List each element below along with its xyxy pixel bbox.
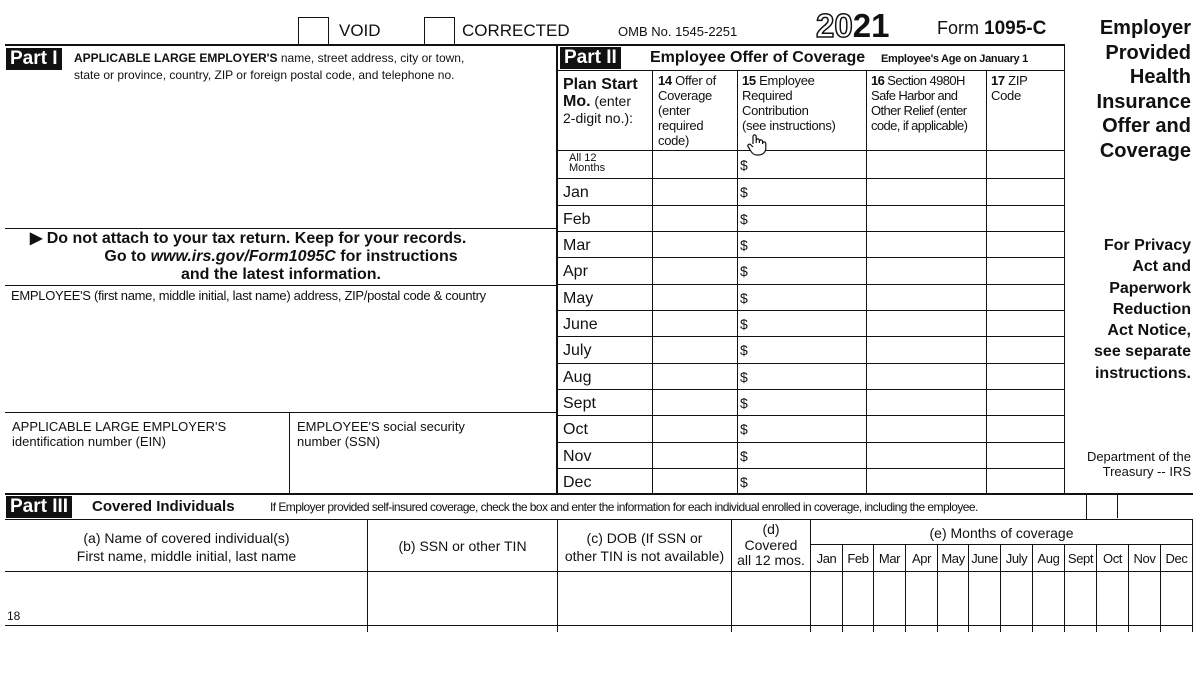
col-c-line1: (c) DOB (If SSN or [586, 530, 703, 546]
row-rule [557, 389, 1065, 390]
col14-header [658, 73, 738, 148]
col14-text: Offer of [671, 73, 716, 88]
col-a-header [6, 529, 367, 565]
corrected-label: CORRECTED [462, 21, 570, 40]
title-line: Employer [1099, 17, 1191, 39]
title-line: Coverage [1099, 139, 1191, 162]
col-b-divider [367, 519, 368, 632]
ein-input[interactable] [6, 452, 286, 490]
title-line: Health [1129, 66, 1191, 88]
part3-label: Part III [6, 496, 72, 518]
month-label: Aug [563, 369, 592, 386]
row-rule [557, 231, 1065, 232]
plan-start-label [563, 77, 638, 126]
part3-row-bottom [5, 625, 1193, 626]
part2-right-edge [1064, 44, 1065, 494]
records-notice [6, 230, 556, 284]
form-title [1070, 16, 1191, 163]
month-label: Oct [563, 421, 588, 438]
plan-start-line2 [563, 93, 638, 110]
all12-line2: Months [569, 162, 606, 174]
all-12-months-label [569, 153, 605, 173]
col-d-header [732, 522, 810, 569]
row-rule [557, 178, 1065, 179]
row-rule [557, 468, 1065, 469]
part2-title: Employee Offer of Coverage [650, 49, 866, 66]
col15-text: Employee [755, 73, 815, 88]
month-label: Feb [563, 211, 591, 228]
col14-line5: code) [658, 133, 690, 148]
coverage-month-header: Jan [816, 551, 837, 566]
employee-age-label: Employee's Age on January 1 [881, 53, 1028, 65]
col15-line1 [742, 73, 866, 88]
dollar-sign: $ [740, 421, 748, 437]
dollar-sign: $ [740, 211, 748, 227]
row-rule [557, 150, 1065, 151]
employee-address-input[interactable] [6, 305, 554, 410]
ssn-label [297, 419, 465, 449]
col14-line2: Coverage [658, 88, 712, 103]
ssn-line1: EMPLOYEE'S social security [297, 419, 465, 434]
coverage-month-header: Feb [847, 551, 869, 566]
part1-rule [5, 412, 556, 413]
month-label: Nov [563, 448, 592, 465]
employer-name-field-label [74, 51, 554, 82]
row-rule [557, 284, 1065, 285]
department-line: Treasury -- IRS [1102, 464, 1191, 479]
notice-instructions: for instructions [335, 248, 458, 265]
months-header-rule [810, 544, 1193, 545]
dollar-sign: $ [740, 474, 748, 490]
col-a-line2: First name, middle initial, last name [76, 548, 297, 564]
ein-line2: identification number (EIN) [12, 434, 166, 449]
coverage-month-header: May [941, 551, 965, 566]
self-insured-box[interactable] [1088, 495, 1118, 518]
title-line: Offer and [1102, 115, 1191, 137]
form-number: 1095-C [984, 18, 1047, 39]
row-number: 18 [7, 609, 21, 623]
ssn-input[interactable] [292, 452, 554, 490]
coverage-month-header: Oct [1102, 551, 1123, 566]
title-line: Insurance [1096, 90, 1191, 113]
employer-bold: APPLICABLE LARGE EMPLOYER'S [74, 51, 278, 65]
employee-age-input[interactable] [1044, 46, 1063, 69]
top-rule [5, 44, 1065, 46]
coverage-month-header: July [1005, 551, 1028, 566]
month-label: Dec [563, 474, 592, 491]
part3-header-rule [5, 519, 1193, 520]
privacy-line: Reduction [1112, 300, 1191, 318]
row-rule [557, 336, 1065, 337]
col17-text: ZIP [1004, 73, 1028, 88]
col17-line1 [991, 73, 1061, 88]
months-right-edge [1192, 519, 1193, 632]
col16-num: 16 [871, 73, 885, 88]
self-insured-box-left [1086, 494, 1087, 519]
dollar-sign: $ [740, 395, 748, 411]
col15-header [742, 73, 866, 133]
coverage-month-header: Dec [1165, 551, 1188, 566]
col14-divider [652, 70, 653, 494]
employer-name-input[interactable] [6, 85, 554, 225]
all12-line1: All 12 [569, 152, 597, 164]
part2-label: Part II [560, 47, 621, 69]
void-label: VOID [339, 21, 381, 40]
tax-year [816, 8, 889, 44]
omb-number: OMB No. 1545-2251 [618, 24, 738, 39]
part1-rule [5, 285, 556, 286]
notice-line1: ▶ Do not attach to your tax return. Keep for your records. [30, 230, 467, 247]
dollar-sign: $ [740, 237, 748, 253]
covered-dob-input[interactable] [560, 574, 729, 623]
ein-ssn-divider [289, 412, 290, 494]
dollar-sign: $ [740, 369, 748, 385]
ein-label [12, 419, 226, 449]
notice-go-to: Go to [104, 248, 151, 265]
month-label: Jan [563, 184, 589, 201]
col-c-header [558, 529, 731, 565]
plan-start-input[interactable] [598, 128, 648, 148]
dollar-sign: $ [740, 342, 748, 358]
covered-ssn-input[interactable] [370, 574, 555, 623]
col16-line4: code, if applicable) [871, 118, 968, 133]
col-e-header: (e) Months of coverage [929, 525, 1074, 541]
tax-year-bold: 21 [852, 7, 890, 44]
employer-label-line1 [74, 51, 554, 65]
notice-line3: and the latest information. [180, 266, 381, 283]
month-label: July [563, 342, 592, 359]
covered-name-input[interactable] [20, 574, 364, 623]
col17-num: 17 [991, 73, 1005, 88]
col16-line3: Other Relief (enter [871, 103, 967, 118]
form-id [937, 18, 1046, 40]
plan-start-enter: (enter [590, 93, 632, 109]
col17-divider [986, 70, 987, 494]
plan-start-line1: Plan Start [563, 76, 638, 93]
corrected-checkbox[interactable] [424, 17, 455, 45]
col-a-line1: (a) Name of covered individual(s) [83, 530, 290, 546]
col-b-header: (b) SSN or other TIN [398, 538, 527, 554]
col14-line4: required [658, 118, 704, 133]
col-d-line3: all 12 mos. [737, 552, 805, 568]
privacy-notice [1070, 235, 1191, 384]
void-checkbox[interactable] [298, 17, 329, 45]
dollar-sign: $ [740, 263, 748, 279]
coverage-month-header: Apr [911, 551, 932, 566]
dollar-sign: $ [740, 448, 748, 464]
privacy-line: instructions. [1094, 364, 1191, 382]
dollar-sign: $ [740, 290, 748, 306]
employer-label-line2: state or province, country, ZIP or foreign postal code, and telephone no. [74, 68, 455, 82]
col15-line4: (see instructions) [742, 118, 836, 133]
dollar-sign: $ [740, 316, 748, 332]
coverage-month-header: Aug [1037, 551, 1060, 566]
privacy-line: Act Notice, [1107, 322, 1191, 340]
col14-num: 14 [658, 73, 672, 88]
tax-year-outline: 20 [816, 7, 853, 44]
col16-line1 [871, 73, 987, 88]
col16-header [871, 73, 987, 133]
col-d-line1: (d) [762, 521, 780, 537]
row-rule [557, 205, 1065, 206]
notice-line2 [6, 248, 556, 266]
month-label: Mar [563, 237, 591, 254]
part3-cols-rule [5, 571, 1193, 572]
coverage-month-header: June [971, 551, 998, 566]
title-line: Provided [1105, 41, 1191, 64]
row-rule [557, 257, 1065, 258]
col16-line2: Safe Harbor and [871, 88, 958, 103]
month-label: June [563, 316, 598, 333]
part3-instruction: If Employer provided self-insured coverage, check the box and enter the information for each individual enrolled in coverage, including the employee. [270, 500, 978, 514]
plan-start-line3: 2-digit no.): [563, 110, 634, 126]
employee-address-label: EMPLOYEE'S (first name, middle initial, last name) address, ZIP/postal code & country [11, 288, 486, 303]
part1-rule [5, 228, 556, 229]
col17-header [991, 73, 1061, 103]
col14-line3: (enter [658, 103, 691, 118]
hand-cursor-icon [746, 133, 768, 157]
privacy-line: For Privacy [1103, 237, 1191, 254]
part3-top-rule [5, 493, 1193, 495]
part3-title: Covered Individuals [92, 498, 235, 515]
col17-line2: Code [991, 88, 1021, 103]
part1-label: Part I [6, 48, 62, 70]
privacy-line: see separate [1094, 343, 1191, 361]
row-rule [557, 442, 1065, 443]
col15-num: 15 [742, 73, 756, 88]
row-rule [557, 415, 1065, 416]
employer-rest: name, street address, city or town, [277, 51, 465, 65]
ssn-line2: number (SSN) [297, 434, 381, 449]
ein-line1: APPLICABLE LARGE EMPLOYER'S [12, 419, 227, 434]
form-prefix: Form [937, 18, 979, 38]
col16-divider [866, 70, 867, 494]
privacy-line: Act and [1132, 258, 1191, 276]
month-label: Apr [563, 263, 588, 280]
part2-header-rule [557, 70, 1065, 71]
month-label: Sept [563, 395, 596, 412]
coverage-month-header: Mar [878, 551, 901, 566]
plan-start-mo: Mo. [563, 93, 591, 110]
coverage-month-header: Sept [1067, 551, 1094, 566]
privacy-line: Paperwork [1109, 279, 1191, 297]
col15-line2: Required [742, 88, 793, 103]
dollar-sign: $ [740, 184, 748, 200]
department-label [1060, 449, 1191, 479]
covered-all-12-checkbox[interactable] [734, 574, 808, 623]
col-c-line2: other TIN is not available) [564, 548, 725, 564]
part-divider [556, 44, 558, 494]
col-d-line2: Covered [744, 536, 798, 553]
dollar-sign: $ [740, 157, 748, 173]
col14-line1 [658, 73, 738, 88]
col15-line3: Contribution [742, 103, 809, 118]
col16-text: Section 4980H [884, 73, 965, 88]
irs-form-link[interactable]: www.irs.gov/Form1095C [150, 248, 336, 265]
month-label: May [563, 290, 594, 307]
coverage-month-header: Nov [1133, 551, 1156, 566]
row-rule [557, 310, 1065, 311]
department-line: Department of the [1086, 449, 1191, 464]
row-rule [557, 363, 1065, 364]
